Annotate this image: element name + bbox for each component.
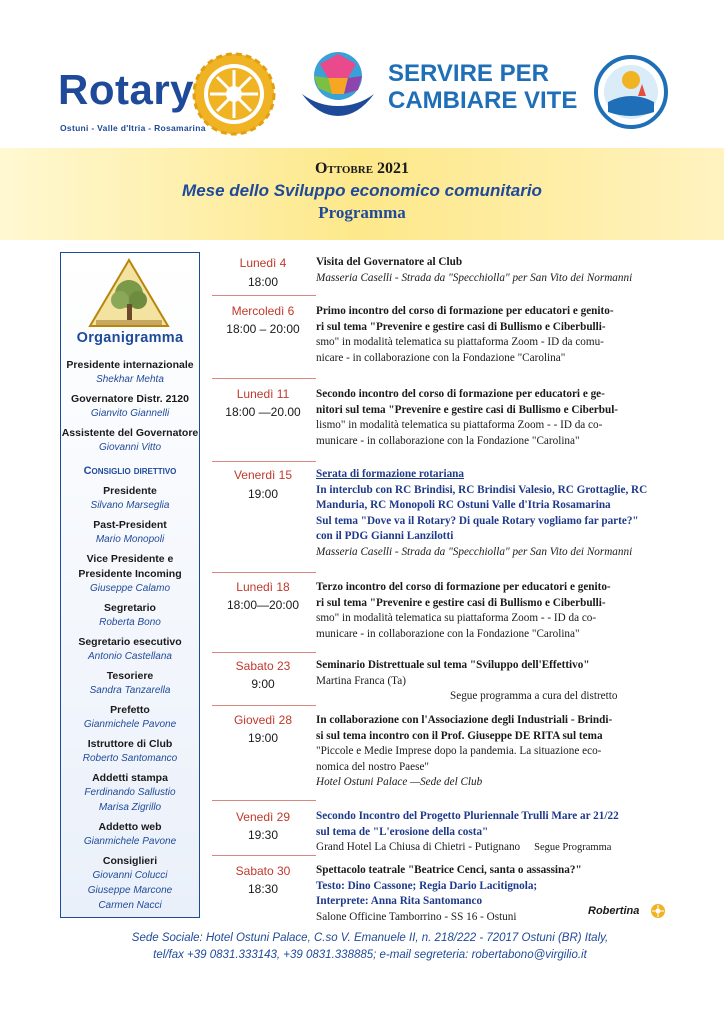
role-web: Addetto web: [98, 821, 162, 833]
event-date: Lunedì 11: [236, 387, 290, 401]
name-councillor-2: Giuseppe Marcone: [87, 885, 173, 896]
name-executive-secretary: Antonio Castellana: [88, 651, 172, 662]
event-line: con il PDG Gianni Lanzilotti: [316, 530, 454, 542]
event-line: Terzo incontro del corso di formazione per educatori e genito-: [316, 581, 611, 593]
event-line: si sul tema incontro con il Prof. Giuseppe DE RITA sul tema: [316, 729, 603, 742]
event-date: Mercoledì 6: [231, 304, 295, 318]
event-description: [316, 580, 672, 642]
event-date: Lunedì 18: [236, 580, 290, 594]
event-line: Spettacolo teatrale "Beatrice Cenci, santa o assassina?": [316, 864, 582, 876]
name-president: Silvano Marseglia: [90, 500, 170, 511]
event-line: lismo" in modalità telematica su piattaforma Zoom - - ID da co-: [316, 419, 603, 431]
event-line: smo" in modalità telematica su piattaforma Zoom - ID da comu-: [316, 336, 604, 348]
event-line: Testo: Dino Cassone; Regia Dario Lacitignola;: [316, 879, 538, 892]
name-club-trainer: Roberto Santomanco: [82, 753, 178, 764]
role-governor: Governatore Distr. 2120: [71, 393, 189, 405]
role-secretary: Segretario: [104, 602, 156, 614]
event-date: Giovedì 28: [233, 713, 293, 727]
name-councillor-3: Carmen Nacci: [98, 900, 162, 911]
event-description: [316, 304, 672, 366]
council-heading: Consiglio direttivo: [83, 465, 177, 477]
role-vice-president: Vice Presidente e: [86, 553, 174, 565]
event-line: ri sul tema "Prevenire e gestire casi di Bullismo e Ciberbulli-: [316, 320, 606, 333]
event-line: Grand Hotel La Chiusa di Chietri - Putignano: [316, 841, 521, 853]
event-line: Seminario Distrettuale sul tema "Sviluppo dell'Effettivo": [316, 659, 590, 671]
event-divider: [212, 461, 316, 462]
event-description: [316, 387, 672, 449]
role-president: Presidente: [103, 485, 157, 497]
event-line: municare - in collaborazione con la Fondazione "Carolina": [316, 627, 580, 640]
event-venue: Masseria Caselli - Strada da "Specchiolla" per San Vito dei Normanni: [316, 271, 633, 284]
event-title: Visita del Governatore al Club: [316, 256, 463, 268]
event-divider: [212, 855, 316, 856]
event-line: Serata di formazione rotariana: [316, 468, 464, 480]
event-time: 18:00 – 20:00: [226, 322, 300, 336]
robertina-label: Robertina: [588, 905, 640, 917]
event-date: Sabato 30: [235, 864, 291, 878]
role-international-president: Presidente internazionale: [66, 359, 194, 371]
footer-address: Sede Sociale: Hotel Ostuni Palace, C.so V. Emanuele II, n. 218/222 - 72017 Ostuni (BR) Italy,: [131, 932, 609, 944]
footer-contacts: tel/fax +39 0831.333143, +39 0831.338885; e-mail segreteria: robertabono@virgilio.it: [153, 949, 587, 961]
event-line: Manduria, RC Monopoli RC Ostuni Valle d'Itria Rosamarina: [316, 499, 611, 511]
event-note: Segue Programma: [534, 842, 612, 853]
event-venue: Masseria Caselli - Strada da "Specchiolla" per San Vito dei Normanni: [316, 545, 633, 558]
event-line: Sul tema "Dove va il Rotary? Di quale Rotary vogliamo far parte?": [316, 514, 639, 527]
event-time: 18:00 —20.00: [225, 405, 301, 419]
role-president-incoming: Presidente Incoming: [78, 568, 182, 580]
name-secretary: Roberta Bono: [99, 617, 161, 628]
rotary-wheel-icon: [192, 52, 276, 136]
event-description: [316, 467, 672, 560]
event-time: 18:30: [247, 882, 279, 896]
event-divider: [212, 705, 316, 706]
role-prefect: Prefetto: [110, 704, 150, 716]
event-line: Interprete: Anna Rita Santomanco: [316, 895, 483, 907]
footer: [60, 930, 680, 964]
event-date: Venerdì 15: [233, 468, 293, 482]
event-line: Secondo incontro del corso di formazione per educatori e ge-: [316, 388, 605, 400]
event-time: 18:00—20:00: [226, 598, 300, 612]
club-name: Ostuni - Valle d'Itria - Rosamarina: [60, 123, 206, 133]
event-line: In interclub con RC Brindisi, RC Brindisi Valesio, RC Grottaglie, RC: [316, 483, 648, 496]
event-line: In collaborazione con l'Associazione degli Industriali - Brindi-: [316, 714, 613, 726]
name-councillor-1: Giovanni Colucci: [92, 870, 168, 881]
event-time: 19:30: [247, 828, 279, 842]
event-line: smo" in modalità telematica su piattaforma Zoom - - ID da co-: [316, 612, 597, 624]
slogan: [388, 60, 577, 114]
month-theme: Mese dello Sviluppo economico comunitario: [182, 181, 542, 200]
event-line: sul tema de "L'erosione della costa": [316, 825, 489, 838]
slogan-line2: CAMBIARE VITE: [388, 87, 578, 114]
event-divider: [212, 572, 316, 573]
role-club-trainer: Istruttore di Club: [87, 738, 173, 750]
role-executive-secretary: Segretario esecutivo: [78, 636, 182, 648]
event-divider: [212, 652, 316, 653]
event-line: "Piccole e Medie Imprese dopo la pandemia. La situazione eco-: [316, 745, 602, 757]
event-line: ri sul tema "Prevenire e gestire casi di Bullismo e Ciberbulli-: [316, 596, 606, 609]
event-description: [316, 255, 672, 286]
role-treasurer: Tesoriere: [106, 670, 154, 682]
event-date: Sabato 23: [235, 659, 291, 673]
event-description: [316, 658, 672, 705]
event-date: Lunedì 4: [239, 256, 287, 270]
event-line: Segue programma a cura del distretto: [450, 690, 618, 702]
event-line: Primo incontro del corso di formazione per educatori e genito-: [316, 305, 614, 317]
event-line: Secondo Incontro del Progetto Pluriennale Trulli Mare ar 21/22: [316, 810, 619, 822]
small-rotary-wheel-icon: [650, 903, 666, 919]
role-councillors: Consiglieri: [102, 855, 158, 867]
event-line: nomica del nostro Paese": [316, 760, 429, 773]
name-international-president: Shekhar Mehta: [96, 374, 164, 385]
month-title: Ottobre 2021: [314, 160, 410, 177]
event-divider: [212, 800, 316, 801]
organigram-title: Organigramma: [76, 330, 184, 346]
event-divider: [212, 295, 316, 296]
olive-tree-triangle-icon: [88, 258, 170, 328]
role-governor-assistant: Assistente del Governatore: [61, 427, 199, 439]
name-treasurer: Sandra Tanzarella: [89, 685, 171, 696]
event-time: 19:00: [247, 487, 279, 501]
rotary-wordmark: Rotary: [58, 66, 195, 113]
event-divider: [212, 378, 316, 379]
slogan-line1: SERVIRE PER: [388, 60, 549, 87]
role-past-president: Past-President: [93, 519, 167, 531]
role-press: Addetti stampa: [92, 772, 168, 784]
servire-globe-hands-icon: [298, 46, 378, 124]
event-line: nitori sul tema "Prevenire e gestire casi di Bullismo e Ciberbul-: [316, 403, 619, 416]
name-web: Gianmichele Pavone: [83, 836, 177, 847]
event-time: 18:00: [247, 275, 279, 289]
name-press-1: Ferdinando Sallustio: [84, 787, 176, 798]
name-governor: Gianvito Giannelli: [90, 408, 170, 419]
name-governor-assistant: Giovanni Vitto: [98, 442, 162, 453]
event-line: Salone Officine Tamborrino - SS 16 - Ostuni: [316, 910, 517, 923]
event-description: [316, 713, 672, 791]
event-time: 19:00: [247, 731, 279, 745]
governor-badge-icon: [594, 50, 668, 134]
event-description: [316, 809, 672, 856]
name-past-president: Mario Monopoli: [95, 534, 165, 545]
event-date: Venedì 29: [235, 810, 291, 824]
name-press-2: Marisa Zigrillo: [98, 802, 162, 813]
event-time: 9:00: [251, 677, 275, 691]
name-prefect: Gianmichele Pavone: [83, 719, 177, 730]
event-venue: Hotel Ostuni Palace —Sede del Club: [316, 776, 483, 788]
event-line: municare - in collaborazione con la Fondazione "Carolina": [316, 434, 580, 447]
name-vice-president: Giuseppe Calamo: [89, 583, 171, 594]
event-line: nicare - in collaborazione con la Fondazione "Carolina": [316, 351, 566, 364]
program-heading: Programma: [318, 203, 406, 222]
event-line: Martina Franca (Ta): [316, 674, 406, 687]
